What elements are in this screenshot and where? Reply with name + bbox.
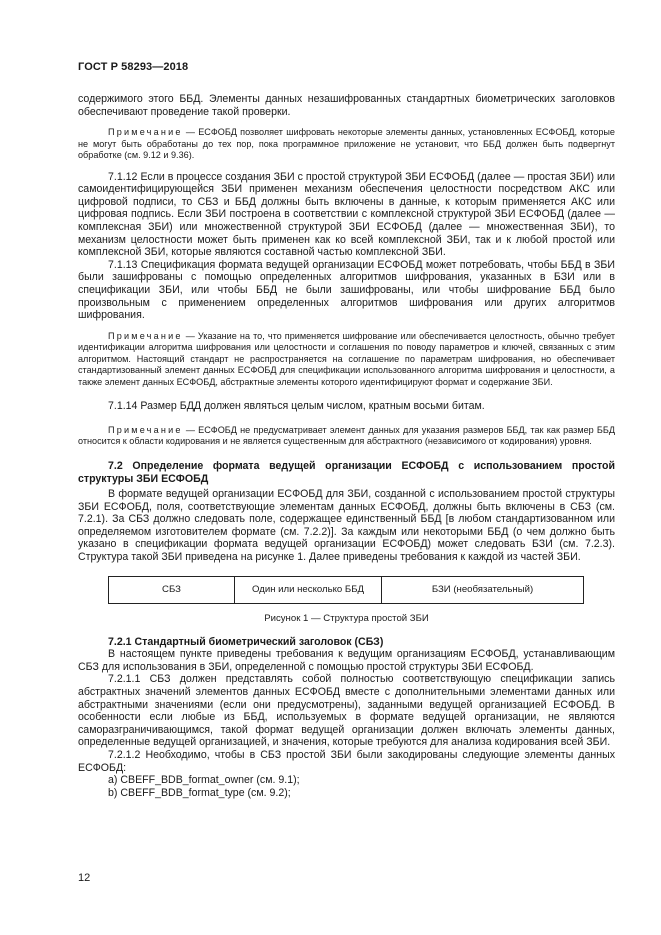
section-heading-7-2-1: 7.2.1 Стандартный биометрический заголовок (СБЗ) — [108, 635, 384, 648]
note-1 — [78, 127, 615, 162]
clause-7-2-1-2: 7.2.1.2 Необходимо, чтобы в СБЗ простой ЗБИ были закодированы следующие элементы данных ЕСФОБД: — [78, 749, 615, 774]
section-7-2-body: В формате ведущей организации ЕСФОБД для ЗБИ, созданной с использованием простой структуры ЗБИ ЕСФОБД, поля, соответствующие элементам данных ЕСФОБД, должны быть включены в СБЗ (см. 7.2.1). За СБЗ должно следовать поле, содержащее единственный ББД [в любом стандартизованном или определяемом изготовителем формате (см. 7.2.2)]. За каждым или некоторыми ББД (о чем должно быть указано в спецификации формата ведущей организации ЕСФОБД) может следовать БЗИ (см. 7.2.3). Структура такой ЗБИ приведена на рисунке 1. Далее приведены требования к каждой из частей ЗБИ. — [78, 488, 615, 564]
note-3 — [78, 425, 615, 448]
clause-7-1-12: 7.1.12 Если в процессе создания ЗБИ с простой структурой ЗБИ ЕСФОБД (далее — простая ЗБИ) или самоидентифицирующейся ЗБИ применен механизм обеспечения целостности посредством АКС или цифровой подписи, то СБЗ и ББД должны быть включены в данные, к которым применяется АКС или цифровая подпись. Если ЗБИ построена в соответствии с комплексной структурой ЗБИ ЕСФОБД (далее — комплексная ЗБИ) или множественной структурой ЗБИ ЕСФОБД (далее — множественная ЗБИ), то механизм целостности может быть применен как ко всей комплексной ЗБИ, так и к любой простой или комплексной ЗБИ, которые являются составной частью комплексной ЗБИ. — [78, 170, 615, 259]
list-item-a: a) CBEFF_BDB_format_owner (см. 9.1); — [108, 774, 300, 787]
clause-7-1-13: 7.1.13 Спецификация формата ведущей организации ЕСФОБД может потребовать, чтобы ББД в ЗБИ были зашифрованы с помощью определенных алгоритмов шифрования, указанных в БЗИ или в спецификации ЗБИ, или чтобы ББД не были зашифрованы, или чтобы шифрование ББД было произвольным с применением определенных алгоритмов шифрования или других алгоритмов шифрования. — [78, 258, 615, 322]
note-2 — [78, 331, 615, 389]
note-text: — ЕСФОБД позволяет шифровать некоторые элементы данных, установленных ЕСФОБД, которые не могут быть обработаны до тех пор, пока программное приложение не установит, что ББД должен быть подвергнут обработке (см. 9.12 и 9.36). — [78, 127, 615, 161]
note-text: — Указание на то, что применяется шифрование или обеспечивается целостность, обычно требует идентификации алгоритма шифрования или целостности и соглашения по поводу параметров и ключей, связанных с этим алгоритмом. Настоящий стандарт не распространяется на соглашение по параметрам шифрования, но обеспечивает стандартизованный элемент данных ЕСФОБД для спецификации использованного алгоритма шифрования и целостности, а также элемент данных ЕСФОБД, абстрактные элементы которого идентифицируют формат и содержание ЗБИ. — [78, 330, 615, 387]
section-7-2-1-body: В настоящем пункте приведены требования к ведущим организациям ЕСФОБД, устанавливающим СБЗ для использования в ЗБИ, определенной с помощью простой структуры ЗБИ ЕСФОБД. — [78, 648, 615, 673]
figure-caption: Рисунок 1 — Структура простой ЗБИ — [264, 612, 429, 624]
note-label: Примечание — [108, 330, 183, 341]
figure-cell-bzi: БЗИ (необязательный) — [431, 584, 534, 596]
standard-header: ГОСТ Р 58293—2018 — [78, 61, 189, 73]
section-heading-7-2: 7.2 Определение формата ведущей организации ЕСФОБД с использованием простой структуры ЗБИ ЕСФОБД — [78, 459, 615, 485]
figure-cell-bbd: Один или несколько ББД — [235, 577, 382, 603]
figure-cell-sbz: СБЗ — [109, 577, 235, 603]
note-label: Примечание — [108, 424, 183, 435]
list-item-b: b) CBEFF_BDB_format_type (см. 9.2); — [108, 786, 291, 799]
paragraph-continuation: содержимого этого ББД. Элементы данных незашифрованных стандартных биометрических заголовков обеспечивают проведение такой проверки. — [78, 93, 615, 118]
page-number: 12 — [78, 872, 91, 884]
note-text: — ЕСФОБД не предусматривает элемент данных для указания размеров ББД, так как размер ББД относится к области кодирования и не является существенным для абстрактного (независимого от кодирования) уровня. — [78, 424, 615, 447]
page-content — [78, 93, 615, 799]
clause-7-1-14: 7.1.14 Размер БДД должен являться целым числом, кратным восьми битам. — [108, 400, 485, 413]
clause-7-2-1-1: 7.2.1.1 СБЗ должен представлять собой полностью соответствующую спецификации запись абстрактных значений элементов данных ЕСФОБД вместе с дополнительными элементами данных или абстрактными значениями (если они предусмотрены), заданными ведущей организацией ЕСФОБД. В особенности если любые из ББД, используемых в формате ведущей организации, не являются саморазграничивающимся, такой формат ведущей организации должен включать элементы данных, определенные ведущей организацией, и значения, которые требуются для анализа кодирования всей ЗБИ. — [78, 673, 615, 749]
figure-1-structure — [108, 576, 584, 604]
note-label: Примечание — [108, 127, 183, 138]
